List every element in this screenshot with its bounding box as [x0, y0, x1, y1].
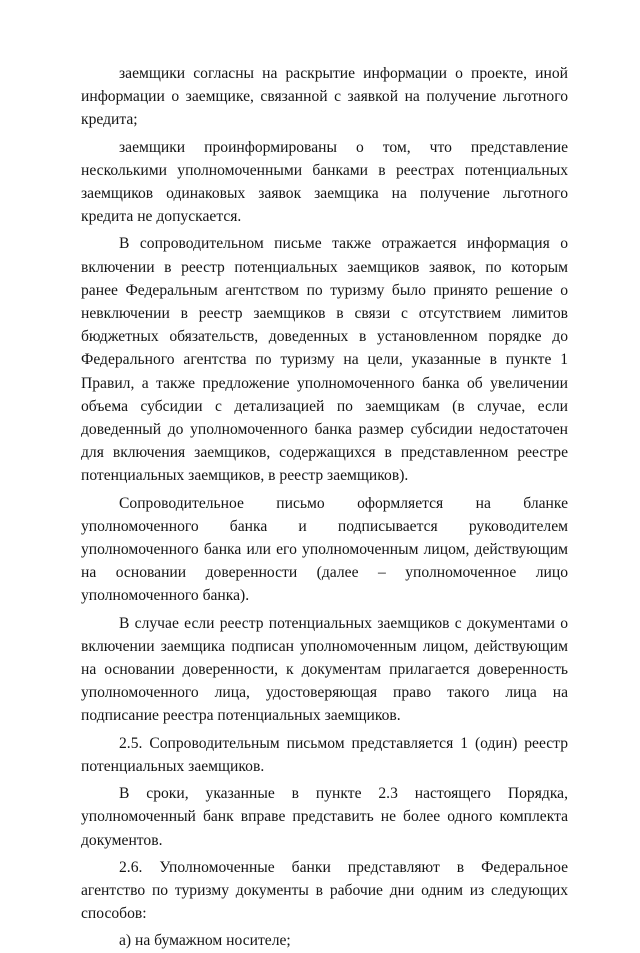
paragraph-2-6: 2.6. Уполномоченные банки представляют в Федеральное агентство по туризму документы в рабочие дни одним из следующих способов:	[81, 858, 568, 923]
paragraph-submission-limit: В сроки, указанные в пункте 2.3 настоящего Порядка, уполномоченный банк вправе представить не более одного комплекта документов.	[81, 785, 568, 849]
list-item-paper: а) на бумажном носителе;	[119, 932, 291, 950]
paragraph-power-of-attorney: В случае если реестр потенциальных заемщиков с документами о включении заемщика подписан уполномоченным лицом, действующим на основании доверенности, к документам прилагается доверенность уполномоченного лица, удостоверяющая право такого лица на подписание реестра потенциальных заемщиков.	[81, 614, 568, 725]
paragraph-2-5: 2.5. Сопроводительным письмом представляется 1 (один) реестр потенциальных заемщиков.	[81, 734, 568, 775]
paragraph-duplicate-applications: заемщики проинформированы о том, что представление несколькими уполномоченными банками в реестрах потенциальных заемщиков одинаковых заявок заемщика на получение льготного кредита не допускается.	[81, 138, 568, 226]
paragraph-cover-letter-form: Сопроводительное письмо оформляется на бланке уполномоченного банка и подписывается руководителем уполномоченного банка или его уполномоченным лицом, действующим на основании доверенности (далее – уполномоченное лицо уполномоченного банка).	[81, 494, 568, 605]
document-body	[81, 62, 568, 953]
paragraph-consent-disclosure: заемщики согласны на раскрытие информации о проекте, иной информации о заемщике, связанной с заявкой на получение льготного кредита;	[81, 65, 568, 129]
paragraph-cover-letter-info: В сопроводительном письме также отражается информация о включении в реестр потенциальных заемщиков заявок, по которым ранее Федеральным агентством по туризму было принято решение о невключении в реестр заемщиков в связи с отсутствием лимитов бюджетных обязательств, доведенных в установленном порядке до Федерального агентства по туризму на цели, указанные в пункте 1 Правил, а также предложение уполномоченного банка об увеличении объема субсидии с детализацией по заемщикам (в случае, если доведенный до уполномоченного банка размер субсидии недостаточен для включения заемщиков, содержащихся в представленном реестре потенциальных заемщиков, в реестр заемщиков).	[81, 235, 568, 485]
